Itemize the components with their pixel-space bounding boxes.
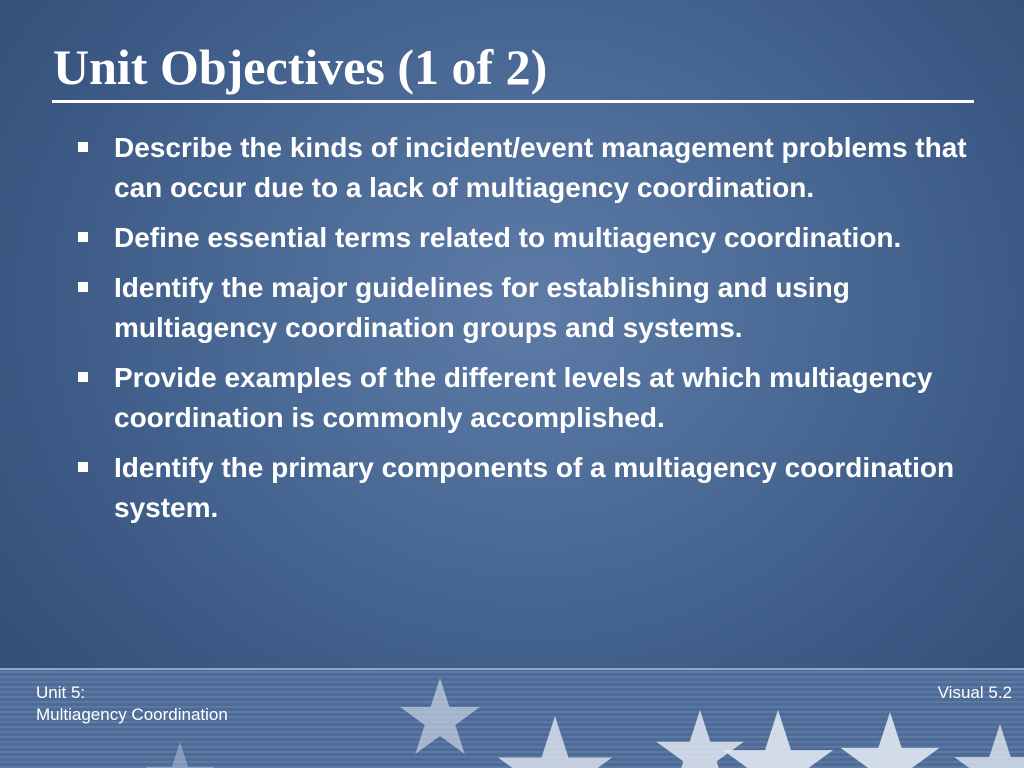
- square-bullet-icon: [78, 232, 88, 242]
- objective-text: Provide examples of the different levels at which multiagency coordination is commonly accomplished.: [114, 362, 933, 433]
- slide-title: Unit Objectives (1 of 2): [53, 39, 548, 95]
- objective-text: Identify the major guidelines for establishing and using multiagency coordination groups and systems.: [114, 272, 850, 343]
- footer-unit-number: Unit 5:: [36, 683, 86, 702]
- objectives-list: [72, 128, 972, 538]
- objective-item: [72, 358, 972, 438]
- objective-text: Describe the kinds of incident/event management problems that can occur due to a lack of multiagency coordination.: [114, 132, 967, 203]
- square-bullet-icon: [78, 282, 88, 292]
- objective-item: [72, 128, 972, 208]
- star-icon: [400, 678, 480, 754]
- objective-item: [72, 268, 972, 348]
- objective-item: [72, 218, 972, 258]
- footer-unit-name: Multiagency Coordination: [36, 705, 228, 724]
- objective-item: [72, 448, 972, 528]
- square-bullet-icon: [78, 462, 88, 472]
- square-bullet-icon: [78, 142, 88, 152]
- objective-text: Identify the primary components of a multiagency coordination system.: [114, 452, 955, 523]
- slide-footer: [0, 668, 1024, 768]
- title-underline: [52, 100, 974, 103]
- star-icon: [723, 710, 833, 768]
- objective-text: Define essential terms related to multiagency coordination.: [114, 222, 902, 253]
- star-icon: [656, 710, 744, 768]
- footer-unit-label: [36, 682, 228, 726]
- star-icon: [498, 716, 612, 768]
- star-icon: [954, 724, 1024, 768]
- star-icon: [146, 742, 214, 768]
- star-icon: [841, 712, 940, 768]
- footer-visual-number: Visual 5.2: [937, 683, 1012, 702]
- square-bullet-icon: [78, 372, 88, 382]
